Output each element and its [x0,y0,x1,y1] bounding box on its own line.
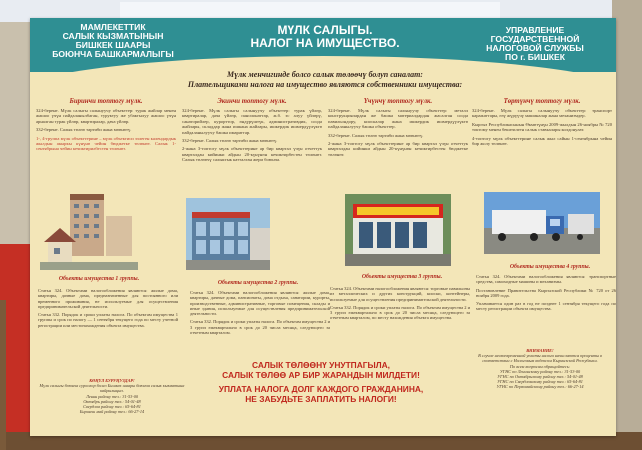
russian-text-group-2 [190,290,330,338]
contacts-title: КӨҢҮЛ БУРУҢУЗДАР! [89,378,135,383]
russian-paragraph: Уплачивается один раз в год не позднее 1 сентября текущего года по месту регистрации объекта имущества. [476,301,616,312]
wall-right [612,0,642,450]
header-left-line: САЛЫК КЫЗМАТЫНЫН [62,31,164,42]
column-group-3 [328,98,468,160]
russian-paragraph: Статья 324. Объектами налогообложения являются: торговые павильоны из металлических и других конструкций, киоски, контейнеры, используемые для осуществления предпринимательской деятельности. [330,286,470,302]
column-title: Үчүнчү топтогу мүлк. [363,98,433,105]
slogan-kyrgyz-line: САЛЫК ТӨЛӨӨ АР БИР ЖАРАНДЫН МИЛДЕТИ! [222,370,420,380]
column-paragraph: 324-берене. Мүлк салыгы салынуучу объекттер: турак жайлар менен жашоо үчүн пайдаланылбаган, туруктуу же убактылуу жашоо үчүн арналган турак үйлөр, квартиралар, дача үйлөр. [36,108,176,124]
column-paragraph: 2-жана 3-топтогу мүлк объекттерине ар бир квартал үчүн отчеттук кварталдан кийинки айдын 20-күнүнөн кечиктирбестен бюджетке төлөнөт. [328,141,468,157]
intro-kyrgyz: Мүлк менчигинде болсо салык төлөөчү болуп саналат: [227,70,423,79]
russian-text-group-3 [330,286,470,324]
russian-paragraph: Статья 332. Порядок и сроки уплаты налога. По объектам имущества 2 и 3 групп ежеквартально в срок до 20 числа месяца, следующего за отчетным кварталом. [190,319,330,336]
contacts-line: Свердлов району тел.: 65-64-81 [83,404,141,410]
column-paragraph: 324-берене. Мүлк салыгы салынуучу объекттер: турак үйлөр, квартиралар, дача үйлөр, пансионаттар, ж.б. эс алуу үйлөрү, санаторийлер, курорттор, өндүрүштүк, административдик, соода жайлары, складдар жана ишкана жайлары, ишкердик ишмердүүлүктө пайдаланылуучу башка имараттар. [182,108,322,135]
russian-paragraph: Статья 324. Объектами налогообложения являются: жилые дома, квартиры, дачные дома, предназначенные для постоянного или временного проживания, не используемые для осуществления предпринимательской деятельности. [38,288,178,309]
caption-group-1: Объекты имущества 1 группы. [58,276,140,282]
poster-title-line: МҮЛК САЛЫГЫ. [277,23,373,37]
russian-text-group-4 [476,274,616,315]
column-paragraph: 2-жана 3-топтогу мүлк объекттерине ар бир квартал үчүн отчеттук кварталдан кийинки айдын 20-күнүнөн кечиктирбестен төлөнөт. Салык төлөөчү салыктык катталган жери боюнча. [182,146,322,163]
column-group-4 [472,98,612,149]
notice-line: УГНС по Октябрьскому району тел.: 54-01-48 [497,374,583,380]
column-paragraph: 332-берене. Салык төлөө тартиби жана мөөнөтү. [36,127,132,133]
header-left-title [38,23,188,59]
column-group-2 [182,98,322,166]
notice-title: ВНИМАНИЕ! [526,348,554,353]
caption-group-3: Объекты имущества 3 группы. [361,274,443,280]
header-right-line: ГОСУДАРСТВЕННОЙ [490,34,580,45]
poster-title [235,24,415,49]
russian-paragraph: Статья 332. Порядок и сроки уплаты налога. По объектам имущества 1 группы и срок по налогу — 1 сентября текущего года по месту учетной регистрации или местонахождения объекта имущества. [38,312,178,328]
column-title: Төртүнчү топтогу мүлк. [503,98,581,105]
header-left-line: БИШКЕК ШААРЫ [75,40,151,51]
trucks-photo [484,192,600,254]
intro-russian: Плательщиками налога на имущество являются собственники имущества: [187,80,463,89]
notice-line: По всем вопросам обращайтесь: [509,363,571,369]
header-left-line: МАМЛЕКЕТТИК [80,22,146,32]
column-title: Биринчи топтогу мүлк. [69,98,143,105]
notice-line: УГНС по Свердловскому району тел.: 65-64-81 [497,379,583,385]
notice-line: В случае несвоевременной уплаты налога начисляются проценты в соответствии с Налоговым кодексом Кыргызской Республики. [478,353,602,364]
contacts-line: Октябрь району тел.: 54-01-48 [83,398,141,404]
column-paragraph: 324-берене. Мүлк салыгы салынуучу объекттер: транспорт каражаттары, өзү жүрүүчү машиналар жана механизмдер. [472,108,612,119]
russian-paragraph: Статья 324. Объектами налогообложения являются: транспортные средства, самоходные машины и механизмы. [476,274,616,285]
kiosk-pavilion-photo [345,194,451,266]
header-right-line: ПО г. БИШКЕК [505,52,565,63]
column-title: Экинчи топтогу мүлк. [217,98,287,105]
column-paragraph: 1-, 4-группа мүлк объекттерине – мүлк объектиси ээлеген календардык жылдын акыркы күнүнө чейин бюджетке төлөнөт. Салык 1-сентябрына чейин кечиктирилбестен төлөнөт. [36,135,176,152]
column-paragraph: 324-берене. Мүлк салыгы салынуучу объекттер: металл конструкциялардан же башка материалдардан жасалган соода павильондору, киоскалар жана ишкердик ишмердүүлүктө пайдаланылуучу башка объекттер. [328,108,468,130]
russian-text-group-1 [38,288,178,331]
notice-line: УГНС по Первомайскому району тел.: 66-27-14 [496,384,584,390]
russian-paragraph: Статья 324. Объектами налогообложения являются: жилые дома, квартиры, дачные дома, пансионаты, дома отдыха, санатории, курорты, производственные, административные, торговые помещения, склады и иные здания, используемые для осуществления предпринимательской деятельности. [190,290,330,317]
notice-block [470,348,610,390]
slogan-kyrgyz-line: САЛЫК ТӨЛӨӨНҮ УНУТПАГЫЛА, [252,360,390,370]
notice-line: УГНС по Ленинскому району тел.: 31-53-00 [499,368,581,374]
russian-paragraph: Постановление Правительства Кыргызской Республики № 720 от 26 ноября 2009 года. [476,287,616,298]
russian-paragraph: Статья 332. Порядок и сроки уплаты налога. По объектам имущества 2 и 3 групп ежеквартально в срок до 20 числа месяца, следующего за отчетным кварталом, по месту нахождения объекта имущества. [330,304,470,321]
commercial-building-photo [186,198,270,270]
caption-group-4: Объекты имущества 4 группы. [509,264,591,270]
column-paragraph: 332-берене. Салык төлөө тартиби жана мөөнөтү. [328,132,424,138]
contacts-line: Биринчи май району тел.: 66-27-14 [79,409,145,415]
light-glare [120,2,500,18]
header-left-line: БОЮНЧА БАШКАРМАЛЫГЫ [52,49,174,60]
header-right-line: НАЛОГОВОЙ СЛУЖБЫ [486,43,584,54]
slogan-russian-line: НЕ ЗАБУДЬТЕ ЗАПЛАТИТЬ НАЛОГИ! [245,394,397,404]
header-right-line: УПРАВЛЕНИЕ [505,25,565,35]
poster-title-line: НАЛОГ НА ИМУЩЕСТВО. [250,35,400,50]
contacts-block [38,378,186,414]
flag-pole [0,300,6,450]
column-paragraph: Кыргыз Республикасынын Өкмөтүнүн 2009-жылдын 26-ноябры № 720 токтому менен бекитилген салык ставкалары колдонулат. [472,121,612,133]
tax-poster [30,18,616,436]
column-paragraph: 4-топтогу мүлк объекттерине салык жыл сайын 1-сентябрына чейин бир жолу төлөнөт. [472,135,612,147]
contacts-line: Мүлк салыгы боюнча суроолор болсо Бишкек шаары боюнча салык кызматына кайрылыңыз. [39,383,185,394]
column-group-1 [36,98,176,155]
header-right-title [460,26,610,62]
slogan-russian-line: УПЛАТА НАЛОГА ДОЛГ КАЖДОГО ГРАЖДАНИНА, [218,384,424,394]
contacts-line: Ленин району тел.: 31-53-00 [85,393,139,399]
slogans-block [190,360,452,404]
residential-buildings-photo [40,188,138,270]
caption-group-2: Объекты имущества 2 группы. [217,280,299,286]
column-paragraph: 332-берене. Салык төлөө тартиби жана мөөнөтү. [182,138,278,144]
